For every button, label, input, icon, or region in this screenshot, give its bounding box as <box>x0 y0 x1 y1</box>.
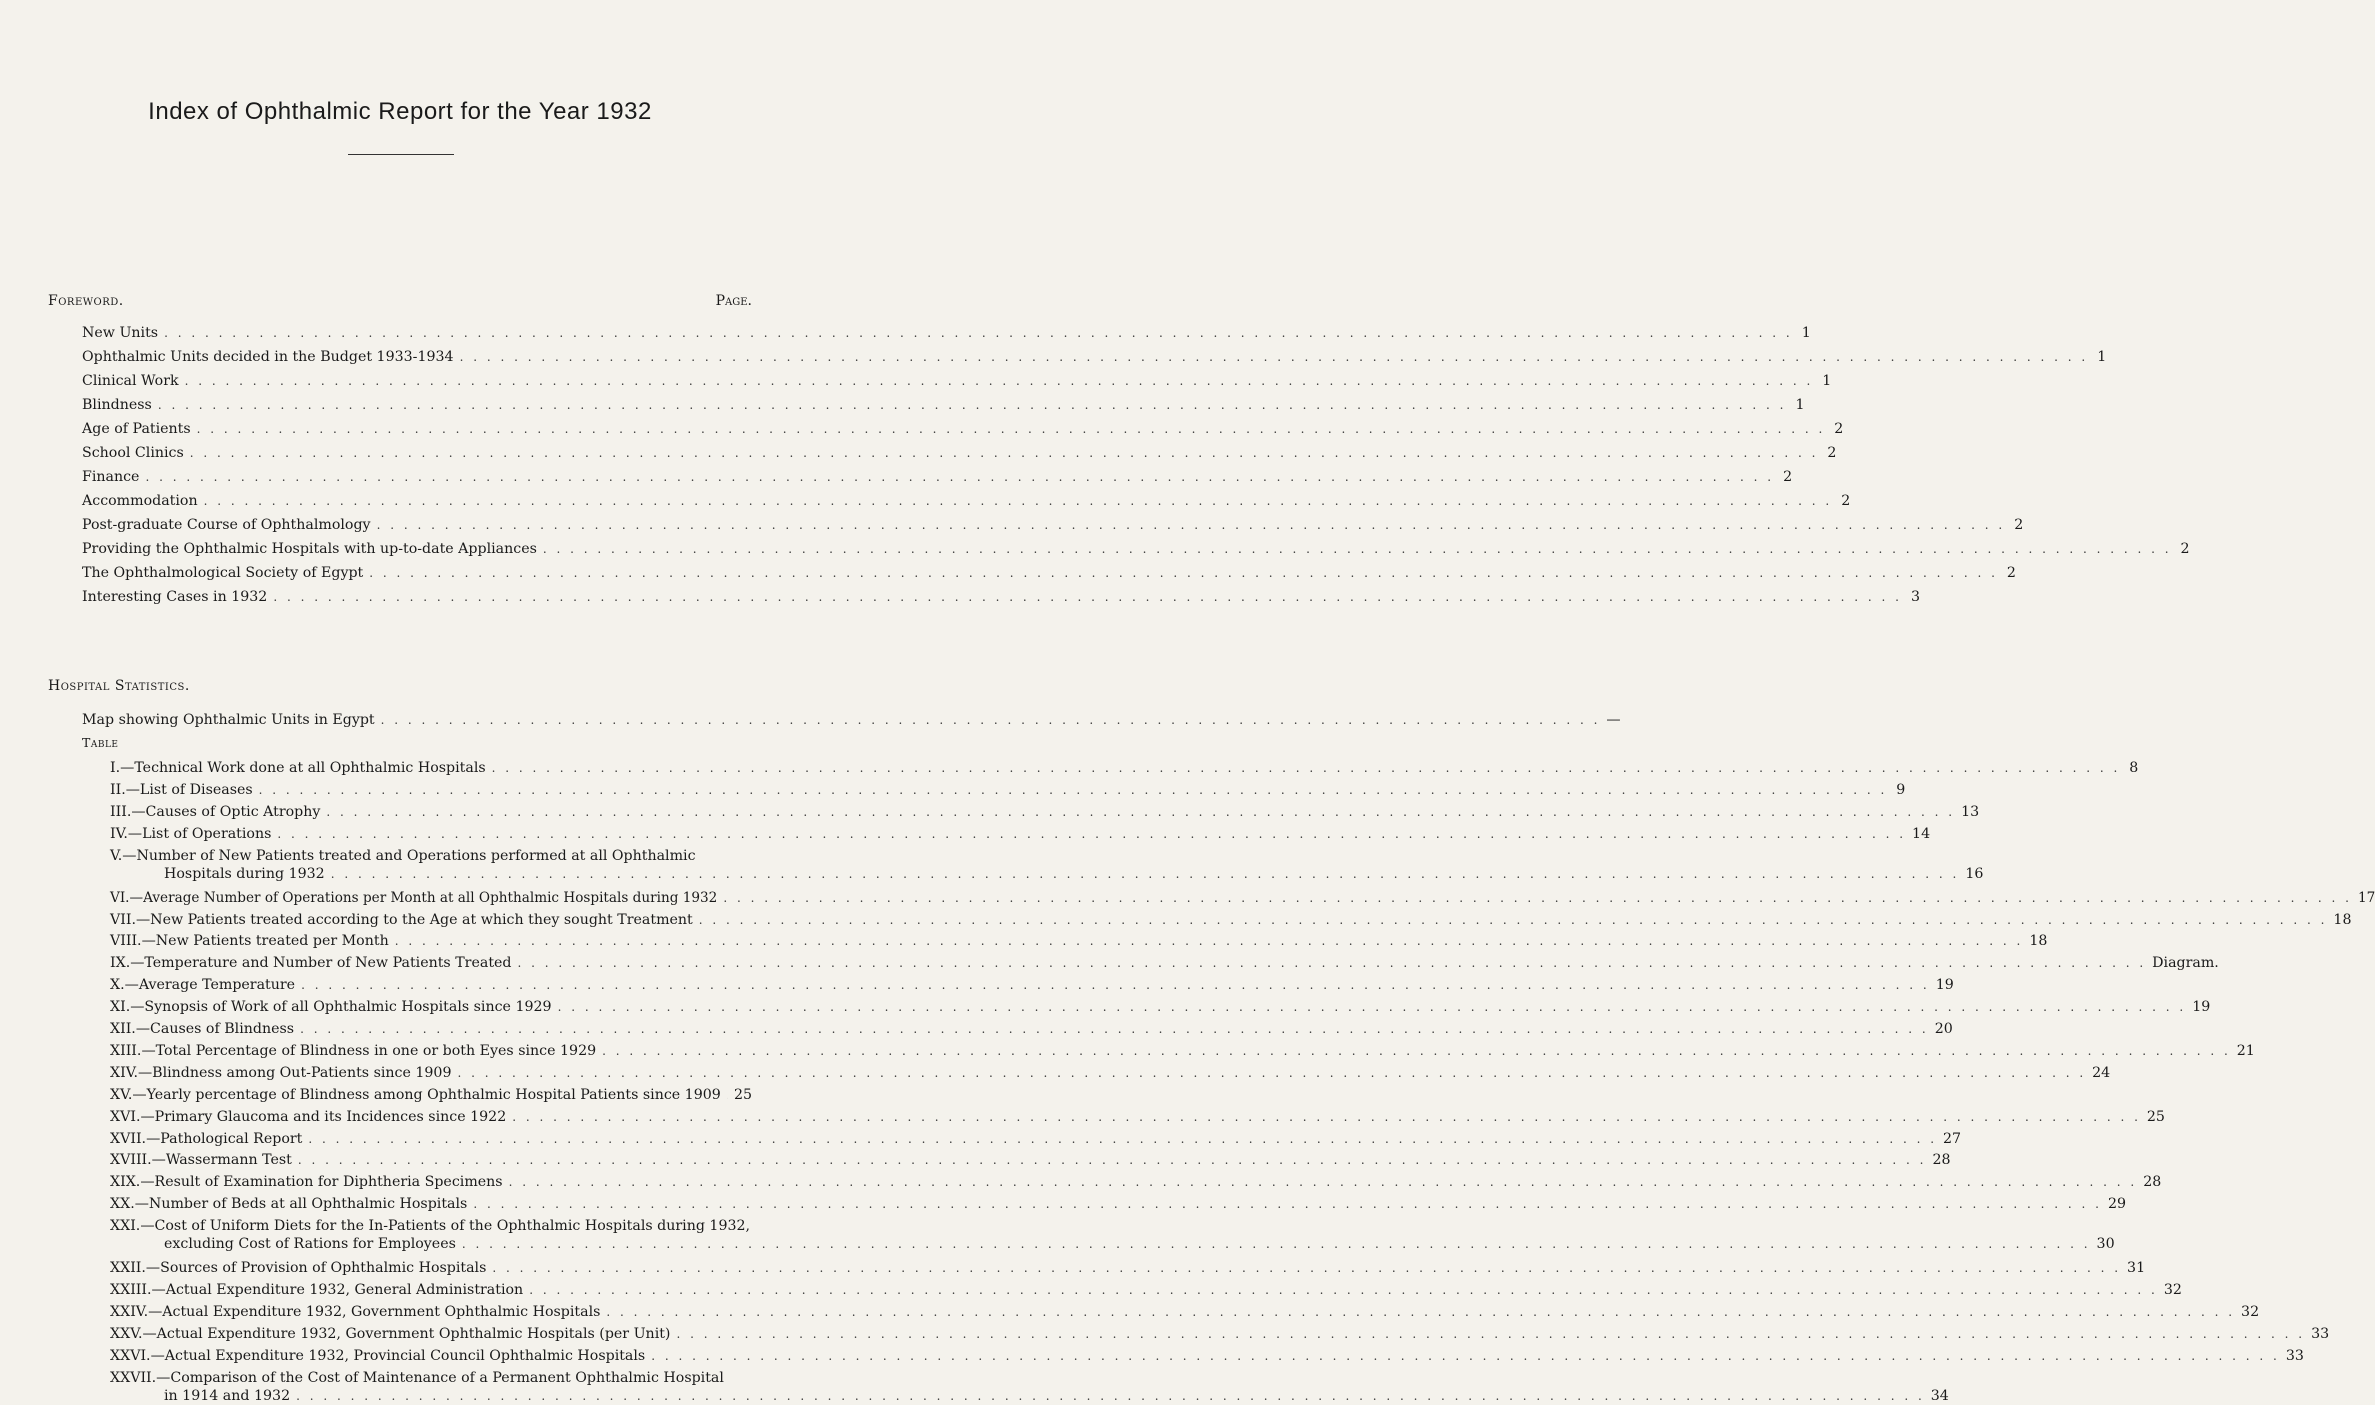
leader-dots: . . . . . . . . . . . . . . . . . . . . . . . . . . . . . . . . . . . . . . . . . . . . . . . . . . . . . . . . . . . . . . . . . . . . . . . . . . . . . . . . . . . . . . . . . . . . . . . . . . . . . . . . . . . . . . . . . . . . . . . . <box>296 1388 1925 1403</box>
entry-label: —Actual Expenditure 1932, General Administration <box>151 1282 524 1298</box>
entry-page: 28 <box>1932 1152 1951 1169</box>
entry-page: 30 <box>2096 1236 2115 1253</box>
table-number: III. <box>110 803 132 820</box>
leader-dots: . . . . . . . . . . . . . . . . . . . . . . . . . . . . . . . . . . . . . . . . . . . . . . . . . . . . . . . . . . . . . . . . . . . . . . . . . . . . . . . . . . . . . . . . . . . . . . . . . . . . . . . . . . . . . . . . . . . . . . . . <box>189 446 1819 460</box>
entry-page: 9 <box>1896 781 1906 798</box>
entry-page: 1 <box>1801 325 1811 341</box>
leader-dots: . . . . . . . . . . . . . . . . . . . . . . . . . . . . . . . . . . . . . . . . . . . . . . . . . . . . . . . . . . . . . . . . . . . . . . . . . . . . . . . . . . . . . . . . . . . . . . . . . . . . . . . . . . . . . . . . . . . . . . . . <box>676 1326 2306 1341</box>
leader-dots: . . . . . . . . . . . . . . . . . . . . . . . . . . . . . . . . . . . . . . . . . . . . . . . . . . . . . . . . . . . . . . . . . . . . . . . . . . . . . . . . . . . . . . . . . . . . . . . . . . . . . . . . . . . . . . . . . . . . . . . . <box>164 326 1793 340</box>
table-entry <box>110 1259 2146 1277</box>
table-number: XIX. <box>110 1174 141 1191</box>
foreword-entry <box>82 348 2107 366</box>
entry-label: Blindness <box>82 397 152 413</box>
foreword-entry <box>82 468 1793 486</box>
entry-label: —Comparison of the Cost of Maintenance of a Permanent Ophthalmic Hospital <box>156 1369 724 1386</box>
entry-page: 29 <box>2107 1196 2127 1213</box>
entry-label-continued: in 1914 and 1932 <box>164 1387 291 1404</box>
table-number: XXVI. <box>110 1347 151 1364</box>
entry-page: 32 <box>2241 1303 2260 1320</box>
entry-label: —Blindness among Out-Patients since 1909 <box>137 1064 452 1081</box>
entry-page: 27 <box>1943 1130 1962 1147</box>
entry-page: 1 <box>2097 349 2107 365</box>
table-entry <box>110 911 2352 929</box>
entry-page: 2 <box>2014 517 2024 533</box>
table-number: XVIII. <box>110 1152 152 1169</box>
table-entry <box>110 1347 2304 1365</box>
entry-label: —List of Operations <box>127 825 272 842</box>
entry-page: 14 <box>1912 825 1931 842</box>
leader-dots: . . . . . . . . . . . . . . . . . . . . . . . . . . . . . . . . . . . . . . . . . . . . . . . . . . . . . . . . . . . . . . . . . . . . . . . . . . . . . . . . . . . . . . . . . . . . . . . . . . . . . . . . . . . . . . . . . . . . . . . . <box>491 761 2121 775</box>
table-entry <box>110 1064 2111 1082</box>
table-entry <box>110 1217 752 1235</box>
leader-dots: . . . . . . . . . . . . . . . . . . . . . . . . . . . . . . . . . . . . . . . . . . . . . . . . . . . . . . . . . . . . . . . . . . . . . . . . . . . . . . . . . . . . . . . . . . . . . . . . . . . . . . . . . . . . . . . . . . . . . . . . <box>457 1065 2087 1080</box>
table-entry <box>110 1042 2255 1060</box>
table-number: XXVII. <box>110 1369 157 1386</box>
leader-dots: . . . . . . . . . . . . . . . . . . . . . . . . . . . . . . . . . . . . . . . . . . . . . . . . . . . . . . . . . . . . . . . . . . . . . . . . . . . . . . . . . . . . . . . . . . . . . . . . . . . . . . . . . . . . . . . . . . . . . . . . <box>196 422 1826 436</box>
leader-dots: . . . . . . . . . . . . . . . . . . . . . . . . . . . . . . . . . . . . . . . . . . . . . . . . . . . . . . . . . . . . . . . . . . . . . . . . . . . . . . . . . . . . . . . . . . . . . . . . . . . . . . . . . . . . . . . . . . . . . . . . <box>508 1175 2138 1190</box>
leader-dots: . . . . . . . . . . . . . . . . . . . . . . . . . . . . . . . . . . . . . . . . . . . . . . . . . . . . . . . . . . . . . . . . . . . . . . . . . . . . . . . . . . . . . . . . . . . . . . . . . . . . . . . . . . . . . . . . . . . . . . . . <box>698 912 2328 927</box>
foreword-entry <box>82 588 1920 606</box>
entry-page: 28 <box>2143 1174 2162 1191</box>
entry-label: —Pathological Report <box>146 1130 303 1147</box>
leader-dots: . . . . . . . . . . . . . . . . . . . . . . . . . . . . . . . . . . . . . . . . . . . . . . . . . . . . . . . . . . . . . . . . . . . . . . . . . . . . . . . . . . . . . . . . . . . . . . . . . . . . . . . . . . . . . . . . . . . . . . . . <box>300 1022 1929 1036</box>
entry-label: Map showing Ophthalmic Units in Egypt <box>82 712 375 728</box>
entry-page: 33 <box>2285 1347 2304 1364</box>
table-entry <box>110 1281 2182 1299</box>
leader-dots: . . . . . . . . . . . . . . . . . . . . . . . . . . . . . . . . . . . . . . . . . . . . . . . . . . . . . . . . . . . . . . . . . . . . . . . . . . . . . . . . . . . . . . . . . . . . . . . . . . . . . . . . . . . . . . . . . . . . . . . . <box>517 956 2147 971</box>
table-number: IX. <box>110 955 131 972</box>
entry-label: The Ophthalmological Society of Egypt <box>82 565 364 581</box>
leader-dots: . . . . . . . . . . . . . . . . . . . . . . . . . . . . . . . . . . . . . . . . . . . . . . . . . . . . . . . . . . . . . . . . . . . . . . . . . . . . . . . . . . . . . . . . . . . . . . . . . . . . . . . . . . . . . . . . . . . . . . . . <box>297 1153 1927 1168</box>
table-entry-continuation <box>164 1387 1949 1405</box>
entry-page: 34 <box>1930 1387 1949 1404</box>
leader-dots: . . . . . . . . . . . . . . . . . . . . . . . . . . . . . . . . . . . . . . . . . . . . . . . . . . . . . . . . . . . . . . . . . . . . . . . . . . . . . . . . . . . . . . . . . . . . . . . . . . . . . . . . . . . . . . . . . . . . . . . . <box>273 590 1902 604</box>
leader-dots: . . . . . . . . . . . . . . . . . . . . . . . . . . . . . . . . . . . . . . . . . . . . . . . . . . . . . . . . . . . . . . . . . . . . . . . . . . . . . . . . . . . . . . . . . . . . . . . . . . . . . . . . . . . . . . . . . . . . . . . . <box>512 1109 2141 1124</box>
hospital-statistics-heading: Hospital Statistics. <box>48 678 190 694</box>
entry-label: —Technical Work done at all Ophthalmic Hospitals <box>120 760 486 776</box>
leader-dots: . . . . . . . . . . . . . . . . . . . . . . . . . . . . . . . . . . . . . . . . . . . . . . . . . . . . . . . . . . . . . . . . . . . . . . . . . . . . . . . . . . . . . . . . . . . . . . . . . . . . . . . . . . . . . . . . . . . . . . . . <box>459 350 2089 364</box>
table-entry <box>110 1303 2260 1321</box>
foreword-entry <box>82 324 1811 342</box>
leader-dots: . . . . . . . . . . . . . . . . . . . . . . . . . . . . . . . . . . . . . . . . . . . . . . . . . . . . . . . . . . . . . . . . . . . . . . . . . . . . . . . . . . . . . . . . . . . . . . . . . . . . . . . . . . . . . . . . . . . . . . . . <box>184 374 1814 388</box>
leader-dots: . . . . . . . . . . . . . . . . . . . . . . . . . . . . . . . . . . . . . . . . . . . . . . . . . . . . . . . . . . . . . . . . . . . . . . . . . . . . . . . . . . . . . . . . . . . . . . . . . . . . . . . . . . . . . . . . . . . . . . . . <box>326 804 1956 819</box>
entry-page: 1 <box>1795 397 1805 413</box>
leader-dots: . . . . . . . . . . . . . . . . . . . . . . . . . . . . . . . . . . . . . . . . . . . . . . . . . . . . . . . . . . . . . . . . . . . . . . . . . . . . . . . . . . . . . . . . . . . . . . . . . . . . . . . . . . . . . . . . . . . . . . . . <box>277 826 1907 841</box>
entry-label: —Synopsis of Work of all Ophthalmic Hospitals since 1929 <box>130 999 552 1016</box>
entry-page: 19 <box>2192 999 2211 1016</box>
foreword-entry <box>82 564 2016 582</box>
table-entry <box>110 1086 752 1104</box>
entry-label: —Causes of Blindness <box>135 1021 295 1037</box>
entry-label: —Average Temperature <box>124 977 296 994</box>
entry-label: —New Patients treated according to the Age at which they sought Treatment <box>135 911 693 928</box>
entry-label: Post-graduate Course of Ophthalmology <box>82 517 371 533</box>
entry-label: Accommodation <box>82 493 198 509</box>
leader-dots: . . . . . . . . . . . . . . . . . . . . . . . . . . . . . . . . . . . . . . . . . . . . . . . . . . . . . . . . . . . . . . . . . . . . . . . . . . . . . . . . . . . . . . . . . . . . . . . . . . . . . . . . . . . . . . . . . . . . . . . . <box>651 1348 2280 1363</box>
table-entry <box>110 847 752 865</box>
entry-label: Providing the Ophthalmic Hospitals with up-to-date Appliances <box>82 541 537 557</box>
entry-label: —Temperature and Number of New Patients Treated <box>130 955 512 972</box>
table-number: VI. <box>110 889 130 906</box>
table-number: XIV. <box>110 1064 138 1081</box>
entry-label: Finance <box>82 469 140 485</box>
entry-label: Clinical Work <box>82 373 179 389</box>
entry-page: 19 <box>1935 977 1954 994</box>
entry-page: 16 <box>1965 865 1984 882</box>
leader-dots: . . . . . . . . . . . . . . . . . . . . . . . . . . . . . . . . . . . . . . . . . . . . . . . . . . . . . . . . . . . . . . . . . . . . . . . . . . . . . . . . . . . . . . . . . . . . . . . . . . . . . . . . . . . . . . . . . . . . . . . . <box>492 1261 2122 1276</box>
table-number: XII. <box>110 1021 136 1037</box>
entry-page: 31 <box>2127 1260 2146 1277</box>
entry-page: — <box>1606 712 1621 728</box>
entry-page: 18 <box>2333 911 2352 928</box>
entry-label: —Primary Glaucoma and its Incidences since 1922 <box>140 1108 507 1125</box>
table-number: XXII. <box>110 1260 146 1277</box>
table-entry <box>110 759 2139 777</box>
table-number: XVI. <box>110 1108 141 1125</box>
table-entry <box>110 932 2048 950</box>
table-number: XXIV. <box>110 1303 149 1320</box>
table-entry <box>110 998 2211 1016</box>
entry-page: 25 <box>2146 1108 2165 1125</box>
entry-label-continued: excluding Cost of Rations for Employees <box>164 1236 456 1253</box>
entry-page: 2 <box>1834 421 1844 437</box>
leader-dots: . . . . . . . . . . . . . . . . . . . . . . . . . . . . . . . . . . . . . . . . . . . . . . . . . . . . . . . . . . . . . . . . . . . . . . . . . . . . . . . . . . . . . . . . . . . . . . . . . . . . . . . . . . . . . . . . . . . . . . . . <box>473 1197 2102 1212</box>
leader-dots: . . . . . . . . . . . . . . . . . . . . . . . . . . . . . . . . . . . . . . . . . . . . . . . . . . . . . . . . . . . . . . . . . . . . . . . . . . . . . . . . . . . . . . . . . . . . . . . . . . . . . . . . . . . . . . . . . . . . . . . . <box>529 1283 2158 1297</box>
entry-label: —Number of New Patients treated and Operations performed at all Ophthalmic <box>122 847 696 864</box>
table-number: V. <box>110 847 123 864</box>
entry-label: —Average Number of Operations per Month at all Ophthalmic Hospitals during 1932 <box>129 889 718 906</box>
entry-page: 33 <box>2311 1325 2330 1342</box>
entry-page: 1 <box>1822 373 1832 389</box>
entry-label: —Actual Expenditure 1932, Provincial Council Ophthalmic Hospitals <box>150 1347 646 1364</box>
page-column-heading: Page. <box>715 293 752 309</box>
leader-dots: . . . . . . . . . . . . . . . . . . . . . . . . . . . . . . . . . . . . . . . . . . . . . . . . . . . . . . . . . . . . . . . . . . . . . . . . . . . . . . . . . . . . . . . . . . . . . . . . . . . . . . . . . . . . . . . . . . . . . . . . <box>145 470 1775 484</box>
leader-dots: . . . . . . . . . . . . . . . . . . . . . . . . . . . . . . . . . . . . . . . . . . . . . . . . . . . . . . . . . . . . . . . . . . . . . . . . . . . . . . . . . . . . . . . . . . <box>380 713 1601 727</box>
entry-page: 8 <box>2129 760 2139 776</box>
foreword-entry <box>82 396 1805 414</box>
page-title: Index of Ophthalmic Report for the Year 1932 <box>148 98 652 125</box>
entry-label: —Sources of Provision of Ophthalmic Hospitals <box>145 1260 487 1277</box>
foreword-entry <box>82 516 2024 534</box>
table-number: XXV. <box>110 1325 143 1342</box>
table-number: XX. <box>110 1196 135 1213</box>
table-entry <box>110 1369 752 1387</box>
entry-label: School Clinics <box>82 445 184 461</box>
foreword-entry <box>82 420 1844 438</box>
table-entry <box>110 1130 1962 1148</box>
entry-label: —Yearly percentage of Blindness among Ophthalmic Hospital Patients since 1909 <box>132 1086 721 1103</box>
table-number: VIII. <box>110 933 142 950</box>
table-entry <box>110 781 1906 799</box>
table-subheading: Table <box>82 735 119 750</box>
entry-page: 2 <box>1827 445 1837 461</box>
entry-page: 24 <box>2092 1064 2111 1081</box>
leader-dots: . . . . . . . . . . . . . . . . . . . . . . . . . . . . . . . . . . . . . . . . . . . . . . . . . . . . . . . . . . . . . . . . . . . . . . . . . . . . . . . . . . . . . . . . . . . . . . . . . . . . . . . . . . . . . . . . . . . . . . . . <box>258 782 1888 797</box>
entry-page: 2 <box>2180 541 2190 557</box>
table-entry <box>110 1173 2162 1191</box>
table-number: XXIII. <box>110 1282 152 1298</box>
entry-page: 2 <box>1783 469 1793 485</box>
table-entry <box>110 1020 1953 1038</box>
entry-page: 21 <box>2236 1042 2255 1059</box>
leader-dots: . . . . . . . . . . . . . . . . . . . . . . . . . . . . . . . . . . . . . . . . . . . . . . . . . . . . . . . . . . . . . . . . . . . . . . . . . . . . . . . . . . . . . . . . . . . . . . . . . . . . . . . . . . . . . . . . . . . . . . . . <box>301 978 1930 993</box>
entry-label: —Causes of Optic Atrophy <box>131 803 321 820</box>
leader-dots: . . . . . . . . . . . . . . . . . . . . . . . . . . . . . . . . . . . . . . . . . . . . . . . . . . . . . . . . . . . . . . . . . . . . . . . . . . . . . . . . . . . . . . . . . . . . . . . . . . . . . . . . . . . . . . . . . . . . . . . . <box>542 542 2172 556</box>
entry-page: 13 <box>1961 803 1980 820</box>
entry-label: —New Patients treated per Month <box>141 933 389 950</box>
leader-dots: . . . . . . . . . . . . . . . . . . . . . . . . . . . . . . . . . . . . . . . . . . . . . . . . . . . . . . . . . . . . . . . . . . . . . . . . . . . . . . . . . . . . . . . . . . . . . . . . . . . . . . . . . . . . . . . . . . . . . . . . <box>602 1043 2231 1058</box>
entry-page: 32 <box>2163 1282 2182 1298</box>
table-number: X. <box>110 977 125 994</box>
table-number: IV. <box>110 825 128 842</box>
leader-dots: . . . . . . . . . . . . . . . . . . . . . . . . . . . . . . . . . . . . . . . . . . . . . . . . . . . . . . . . . . . . . . . . . . . . . . . . . . . . . . . . . . . . . . . . . . . . . . . . . . . . . . . . . . . . . . . . . . . . . . . . <box>369 566 1998 580</box>
table-entry <box>110 976 1954 994</box>
entry-label: —Number of Beds at all Ophthalmic Hospitals <box>134 1196 468 1213</box>
entry-page: 25 <box>733 1086 752 1103</box>
entry-label: Age of Patients <box>82 421 191 437</box>
entry-label: —Cost of Uniform Diets for the In-Patients of the Ophthalmic Hospitals during 1932, <box>140 1218 751 1235</box>
map-entry <box>82 711 1621 729</box>
table-entry <box>110 825 1931 843</box>
table-entry <box>110 1151 1951 1169</box>
table-entry <box>110 1195 2127 1213</box>
foreword-entry <box>82 540 2190 558</box>
leader-dots: . . . . . . . . . . . . . . . . . . . . . . . . . . . . . . . . . . . . . . . . . . . . . . . . . . . . . . . . . . . . . . . . . . . . . . . . . . . . . . . . . . . . . . . . . . . . . . . . . . . . . . . . . . . . . . . . . . . . . . . . <box>394 934 2024 949</box>
table-entry <box>110 889 2375 907</box>
leader-dots: . . . . . . . . . . . . . . . . . . . . . . . . . . . . . . . . . . . . . . . . . . . . . . . . . . . . . . . . . . . . . . . . . . . . . . . . . . . . . . . . . . . . . . . . . . . . . . . . . . . . . . . . . . . . . . . . . . . . . . . . <box>376 518 2006 532</box>
foreword-entry <box>82 444 1837 462</box>
entry-label-continued: Hospitals during 1932 <box>164 865 325 882</box>
leader-dots: . . . . . . . . . . . . . . . . . . . . . . . . . . . . . . . . . . . . . . . . . . . . . . . . . . . . . . . . . . . . . . . . . . . . . . . . . . . . . . . . . . . . . . . . . . . . . . . . . . . . . . . . . . . . . . . . . . . . . . . . <box>461 1237 2091 1252</box>
leader-dots: . . . . . . . . . . . . . . . . . . . . . . . . . . . . . . . . . . . . . . . . . . . . . . . . . . . . . . . . . . . . . . . . . . . . . . . . . . . . . . . . . . . . . . . . . . . . . . . . . . . . . . . . . . . . . . . . . . . . . . . . <box>723 890 2352 905</box>
entry-label: —List of Diseases <box>125 781 253 798</box>
entry-page: 3 <box>1910 589 1920 605</box>
entry-label: —Wassermann Test <box>151 1152 292 1169</box>
table-entry <box>110 1325 2330 1343</box>
entry-page: 2 <box>1841 493 1851 509</box>
table-number: I. <box>110 760 121 776</box>
table-number: II. <box>110 781 126 798</box>
table-number: XXI. <box>110 1218 141 1235</box>
table-number: XVII. <box>110 1130 147 1147</box>
entry-page: 18 <box>2029 933 2048 950</box>
entry-label: —Actual Expenditure 1932, Government Ophthalmic Hospitals (per Unit) <box>142 1325 671 1342</box>
foreword-heading: Foreword. <box>48 293 124 309</box>
table-number: XI. <box>110 999 131 1016</box>
table-entry-continuation <box>164 865 1984 883</box>
leader-dots: . . . . . . . . . . . . . . . . . . . . . . . . . . . . . . . . . . . . . . . . . . . . . . . . . . . . . . . . . . . . . . . . . . . . . . . . . . . . . . . . . . . . . . . . . . . . . . . . . . . . . . . . . . . . . . . . . . . . . . . . <box>606 1304 2236 1319</box>
foreword-entry <box>82 372 1832 390</box>
leader-dots: . . . . . . . . . . . . . . . . . . . . . . . . . . . . . . . . . . . . . . . . . . . . . . . . . . . . . . . . . . . . . . . . . . . . . . . . . . . . . . . . . . . . . . . . . . . . . . . . . . . . . . . . . . . . . . . . . . . . . . . . <box>203 494 1833 508</box>
leader-dots <box>727 1086 728 1104</box>
table-number: VII. <box>110 911 136 928</box>
leader-dots: . . . . . . . . . . . . . . . . . . . . . . . . . . . . . . . . . . . . . . . . . . . . . . . . . . . . . . . . . . . . . . . . . . . . . . . . . . . . . . . . . . . . . . . . . . . . . . . . . . . . . . . . . . . . . . . . . . . . . . . . <box>157 398 1787 412</box>
leader-dots: . . . . . . . . . . . . . . . . . . . . . . . . . . . . . . . . . . . . . . . . . . . . . . . . . . . . . . . . . . . . . . . . . . . . . . . . . . . . . . . . . . . . . . . . . . . . . . . . . . . . . . . . . . . . . . . . . . . . . . . . <box>308 1131 1938 1146</box>
entry-label: Interesting Cases in 1932 <box>82 589 268 605</box>
entry-label: —Total Percentage of Blindness in one or both Eyes since 1929 <box>141 1042 597 1059</box>
table-entry <box>110 1108 2165 1126</box>
leader-dots: . . . . . . . . . . . . . . . . . . . . . . . . . . . . . . . . . . . . . . . . . . . . . . . . . . . . . . . . . . . . . . . . . . . . . . . . . . . . . . . . . . . . . . . . . . . . . . . . . . . . . . . . . . . . . . . . . . . . . . . . <box>557 1000 2187 1015</box>
entry-page: 2 <box>2006 565 2016 581</box>
entry-label: New Units <box>82 325 159 341</box>
table-number: XV. <box>110 1086 133 1103</box>
entry-label: —Result of Examination for Diphtheria Specimens <box>140 1174 503 1191</box>
foreword-entry <box>82 492 1851 510</box>
leader-dots: . . . . . . . . . . . . . . . . . . . . . . . . . . . . . . . . . . . . . . . . . . . . . . . . . . . . . . . . . . . . . . . . . . . . . . . . . . . . . . . . . . . . . . . . . . . . . . . . . . . . . . . . . . . . . . . . . . . . . . . . <box>330 866 1960 881</box>
title-divider <box>348 154 454 155</box>
entry-page: Diagram. <box>2152 955 2219 972</box>
table-entry-continuation <box>164 1235 2115 1253</box>
table-entry <box>110 803 1980 821</box>
table-number: XIII. <box>110 1042 142 1059</box>
entry-page: 17 <box>2357 889 2375 906</box>
table-entry <box>110 954 2219 972</box>
entry-label: Ophthalmic Units decided in the Budget 1933-1934 <box>82 349 454 365</box>
entry-label: —Actual Expenditure 1932, Government Ophthalmic Hospitals <box>148 1303 601 1320</box>
entry-page: 20 <box>1934 1021 1953 1037</box>
